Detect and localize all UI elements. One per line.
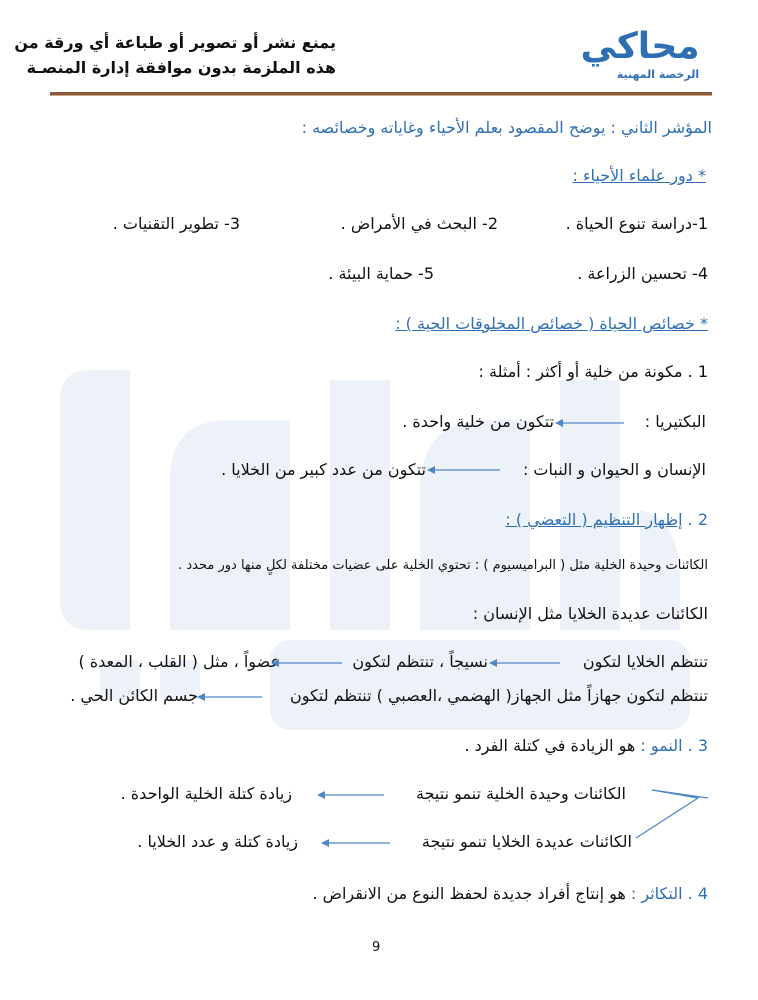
organization-title: إظهار التنظيم ( التعضي ) :: [505, 510, 683, 529]
chain-part2: نسيجاً ، تنتظم لتكون: [352, 652, 488, 671]
life-characteristics-heading: * خصائص الحياة ( خصائص المخلوقات الحية ) :: [395, 314, 708, 333]
bacteria-description: تتكون من خلية واحدة .: [402, 412, 554, 431]
growth-unicellular: الكائنات وحيدة الخلية تنمو نتيجة: [416, 784, 626, 803]
growth-number: 3 .: [687, 736, 708, 755]
growth-label: النمو :: [640, 736, 683, 755]
multicellular-organization-title: الكائنات عديدة الخلايا مثل الإنسان :: [472, 604, 708, 623]
chain-line2-part1: تنتظم لتكون جهازاً مثل الجهاز( الهضمي ،العصبي ) تنتظم لتكون: [290, 686, 708, 705]
chain-part1: تنتظم الخلايا لتكون: [582, 652, 708, 671]
logo-title: محاكي: [580, 26, 700, 67]
header-warning-line1: يمنع نشر أو تصوير أو طباعة أي ورقة من: [14, 33, 336, 52]
role-item-1: 1-دراسة تنوع الحياة .: [565, 214, 708, 233]
human-description: تتكون من عدد كبير من الخلايا .: [221, 460, 426, 479]
indicator-title: المؤشر الثاني : يوضح المقصود بعلم الأحياء وغاياته وخصائصه :: [301, 118, 712, 137]
logo-subtitle: الرخصة المهنية: [616, 68, 700, 81]
growth-unicellular-result: زيادة كتلة الخلية الواحدة .: [120, 784, 292, 803]
human-label: الإنسان و الحيوان و النبات :: [522, 460, 706, 479]
reproduction-number: 4 .: [687, 884, 708, 903]
header-warning-line2: هذه الملزمة بدون موافقة إدارة المنصـة: [26, 58, 336, 77]
reproduction-label: التكاثر :: [630, 884, 683, 903]
arrow-growth-branch: [636, 790, 708, 838]
unicellular-organization-text: الكائنات وحيدة الخلية مثل ( البراميسيوم ) : تحتوي الخلية على عضيات مختلفة لكلٍ منها دور محدد .: [178, 558, 708, 573]
chain-part3: عضواً ، مثل ( القلب ، المعدة ): [78, 652, 280, 671]
growth-definition: هو الزيادة في كتلة الفرد .: [464, 736, 636, 755]
role-item-4: 4- تحسين الزراعة .: [577, 264, 708, 283]
reproduction-definition: هو إنتاج أفراد جديدة لحفظ النوع من الانقراض .: [312, 884, 626, 903]
growth-multicellular: الكائنات عديدة الخلايا تنمو نتيجة: [421, 832, 632, 851]
cells-title: 1 . مكونة من خلية أو أكثر : أمثلة :: [478, 362, 708, 381]
bacteria-label: البكتيريا :: [644, 412, 706, 431]
role-item-2: 2- البحث في الأمراض .: [340, 214, 498, 233]
chain-line2-part2: جسم الكائن الحي .: [70, 686, 198, 705]
growth-multicellular-result: زيادة كتلة و عدد الخلايا .: [137, 832, 298, 851]
organization-number: 2 .: [687, 510, 708, 529]
biologists-role-heading: * دور علماء الأحياء :: [572, 166, 706, 185]
page-number: 9: [372, 940, 381, 955]
role-item-5: 5- حماية البيئة .: [328, 264, 434, 283]
role-item-3: 3- تطوير التقنيات .: [112, 214, 240, 233]
